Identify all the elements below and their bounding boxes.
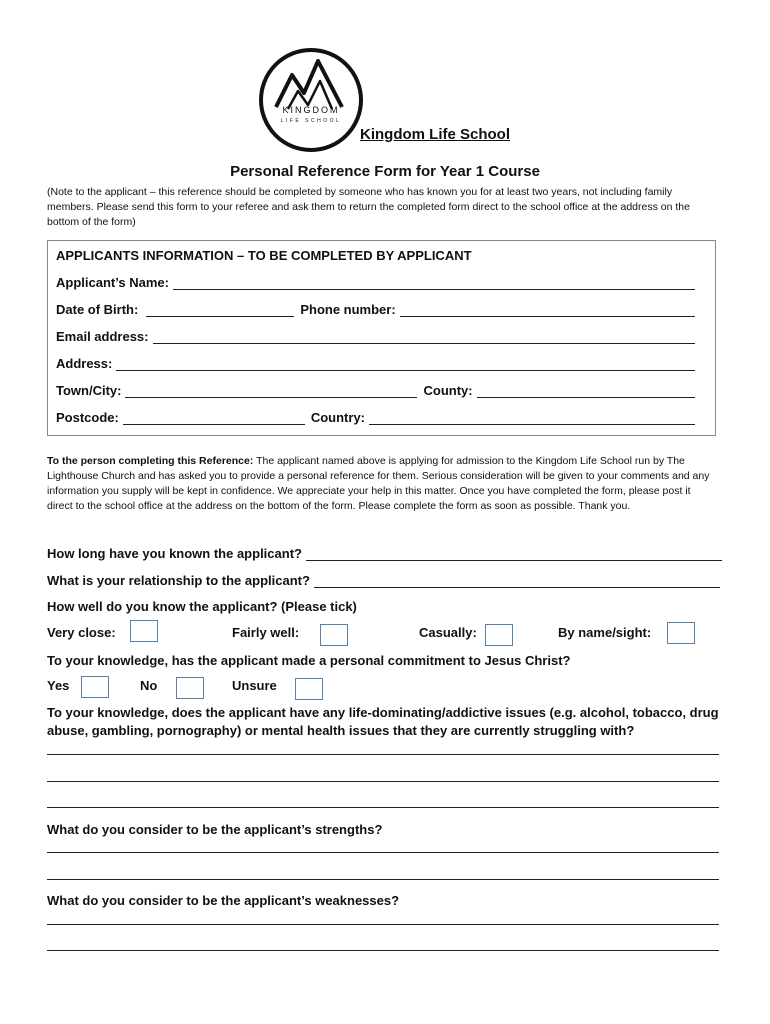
option-very-close-checkbox[interactable]	[130, 620, 158, 642]
applicant-note: (Note to the applicant – this reference should be completed by someone who has known you for at least two years, not including family members. Please send this form to your referee and ask them to return the completed form direct to the school office at the address on the bottom of the form)	[47, 186, 690, 228]
logo-text-main: KINGDOM	[282, 105, 340, 115]
option-no-label: No	[140, 678, 158, 693]
address-label: Address:	[56, 356, 113, 371]
how-long-field[interactable]	[306, 548, 722, 561]
how-well-row	[47, 596, 720, 614]
applicant-section-heading-row	[56, 245, 701, 263]
option-casually-checkbox[interactable]	[485, 624, 513, 646]
issues-label: To your knowledge, does the applicant have any life-dominating/addictive issues (e.g. alcohol, tobacco, drug abuse, gambling, pornography) or mental health issues that they are currently struggling with?	[47, 705, 719, 738]
option-fairly-well-checkbox[interactable]	[320, 624, 348, 646]
town-label: Town/City:	[56, 383, 122, 398]
school-logo	[258, 47, 364, 153]
option-very-close-label: Very close:	[47, 625, 116, 640]
dob-field[interactable]	[146, 304, 294, 317]
relationship-label: What is your relationship to the applicant?	[47, 573, 310, 588]
option-fairly-well-label: Fairly well:	[232, 625, 300, 640]
reference-intro	[47, 454, 717, 514]
applicant-section-heading: APPLICANTS INFORMATION – TO BE COMPLETED BY APPLICANT	[56, 248, 472, 263]
option-unsure-label: Unsure	[232, 678, 277, 693]
postcode-country-row	[56, 407, 701, 425]
email-field[interactable]	[153, 331, 696, 344]
email-label: Email address:	[56, 329, 149, 344]
option-unsure-checkbox[interactable]	[295, 678, 323, 700]
phone-field[interactable]	[400, 304, 695, 317]
phone-label: Phone number:	[300, 302, 396, 317]
address-field[interactable]	[116, 358, 695, 371]
how-well-label: How well do you know the applicant? (Please tick)	[47, 599, 357, 614]
option-by-name-label: By name/sight:	[558, 625, 652, 640]
dob-label: Date of Birth:	[56, 302, 139, 317]
issues-answer-line-1[interactable]	[47, 754, 719, 755]
applicant-name-field[interactable]	[173, 277, 695, 290]
town-field[interactable]	[125, 385, 417, 398]
reference-intro-lead: To the person completing this Reference:	[47, 455, 254, 467]
postcode-label: Postcode:	[56, 410, 119, 425]
reference-intro-body: The applicant named above is applying for admission to the Kingdom Life School run by The Lighthouse Church and has asked you to provide a personal reference for them. Serious consideration will be given to your comments and any information you supply will be kept in confidence. We appreciate your help in this matter. Once you have completed the form, please post it direct to the school office at the address on the bottom of the form. Please complete the form as soon as possible. Thank you.	[47, 455, 710, 512]
relationship-row	[47, 570, 720, 588]
weaknesses-row	[47, 890, 720, 908]
weaknesses-label: What do you consider to be the applicant’s weaknesses?	[47, 893, 400, 908]
postcode-field[interactable]	[123, 412, 305, 425]
address-row	[56, 353, 701, 371]
form-title: Personal Reference Form for Year 1 Course	[230, 163, 540, 180]
town-county-row	[56, 380, 701, 398]
how-long-label: How long have you known the applicant?	[47, 546, 302, 561]
how-long-row	[47, 543, 722, 561]
applicant-name-row	[56, 272, 701, 290]
country-field[interactable]	[369, 412, 695, 425]
strengths-label: What do you consider to be the applicant’s strengths?	[47, 822, 383, 837]
option-no-checkbox[interactable]	[176, 677, 204, 699]
county-label: County:	[423, 383, 473, 398]
applicant-info-box	[47, 240, 716, 436]
relationship-field[interactable]	[314, 575, 720, 588]
weaknesses-answer-line-2[interactable]	[47, 950, 719, 951]
option-casually-label: Casually:	[419, 625, 477, 640]
county-field[interactable]	[477, 385, 695, 398]
weaknesses-answer-line-1[interactable]	[47, 924, 719, 925]
dob-phone-row	[56, 299, 701, 317]
issues-answer-line-3[interactable]	[47, 807, 719, 808]
option-yes-label: Yes	[47, 678, 70, 693]
logo-text-sub: LIFE SCHOOL	[280, 118, 342, 124]
country-label: Country:	[310, 410, 366, 425]
issues-answer-line-2[interactable]	[47, 781, 719, 782]
strengths-answer-line-2[interactable]	[47, 879, 719, 880]
option-by-name-checkbox[interactable]	[667, 622, 695, 644]
email-row	[56, 326, 701, 344]
strengths-row	[47, 819, 720, 837]
strengths-answer-line-1[interactable]	[47, 852, 719, 853]
school-name: Kingdom Life School	[360, 126, 510, 143]
option-yes-checkbox[interactable]	[81, 676, 109, 698]
commitment-row	[47, 650, 720, 668]
commitment-label: To your knowledge, has the applicant made a personal commitment to Jesus Christ?	[47, 653, 571, 668]
applicant-name-label: Applicant’s Name:	[56, 275, 169, 290]
